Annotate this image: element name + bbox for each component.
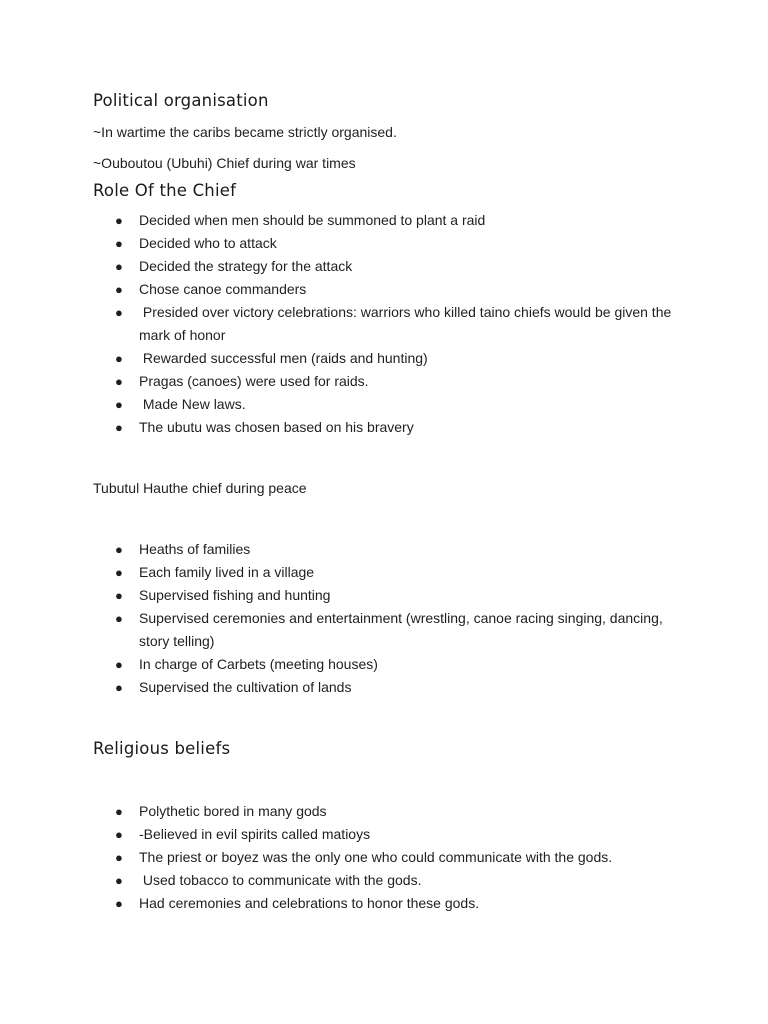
document-page [93,91,683,915]
list-item: ● -Believed in evil spirits called matioys [93,823,683,846]
wartime-organisation-line: ~In wartime the caribs became strictly organised. [93,124,397,140]
bullet-icon: ● [115,611,123,626]
bullet-icon: ● [115,588,123,603]
political-organisation-heading: Political organisation [93,91,269,110]
list-item: ● Had ceremonies and celebrations to honor these gods. [93,892,683,915]
religious-beliefs-list [93,800,683,915]
list-item: ● Each family lived in a village [93,561,683,584]
bullet-icon: ● [115,850,123,865]
list-item: ● Used tobacco to communicate with the gods. [93,869,683,892]
bullet-icon: ● [115,657,123,672]
bullet-icon: ● [115,351,123,366]
bullet-icon: ● [115,374,123,389]
list-item: ● Rewarded successful men (raids and hunting) [93,347,683,370]
bullet-icon: ● [115,305,123,320]
war-chief-line: ~Ouboutou (Ubuhi) Chief during war times [93,155,356,171]
bullet-icon: ● [115,259,123,274]
bullet-icon: ● [115,565,123,580]
religious-beliefs-heading: Religious beliefs [93,739,231,758]
bullet-icon: ● [115,680,123,695]
bullet-icon: ● [115,873,123,888]
list-item: ● The ubutu was chosen based on his bravery [93,416,683,439]
list-item: ● Heaths of families [93,538,683,561]
bullet-icon: ● [115,804,123,819]
bullet-icon: ● [115,542,123,557]
list-item: ● Decided when men should be summoned to plant a raid [93,209,683,232]
bullet-icon: ● [115,827,123,842]
list-item: ● Supervised the cultivation of lands [93,676,683,699]
bullet-icon: ● [115,213,123,228]
bullet-icon: ● [115,236,123,251]
list-item: ● Chose canoe commanders [93,278,683,301]
list-item: ● Presided over victory celebrations: warriors who killed taino chiefs would be given the mark of honor [93,301,683,347]
list-item: ● Supervised ceremonies and entertainment (wrestling, canoe racing singing, dancing, story telling) [93,607,683,653]
bullet-icon: ● [115,397,123,412]
list-item: ● Made New laws. [93,393,683,416]
role-of-chief-heading: Role Of the Chief [93,181,237,200]
list-item: ● The priest or boyez was the only one who could communicate with the gods. [93,846,683,869]
list-item: ● Polythetic bored in many gods [93,800,683,823]
bullet-icon: ● [115,282,123,297]
bullet-icon: ● [115,896,123,911]
role-of-chief-list [93,209,683,439]
list-item: ● In charge of Carbets (meeting houses) [93,653,683,676]
list-item: ● Decided who to attack [93,232,683,255]
bullet-icon: ● [115,420,123,435]
list-item: ● Pragas (canoes) were used for raids. [93,370,683,393]
list-item: ● Supervised fishing and hunting [93,584,683,607]
peace-chief-line: Tubutul Hauthe chief during peace [93,480,307,496]
peace-chief-list [93,538,683,699]
list-item: ● Decided the strategy for the attack [93,255,683,278]
